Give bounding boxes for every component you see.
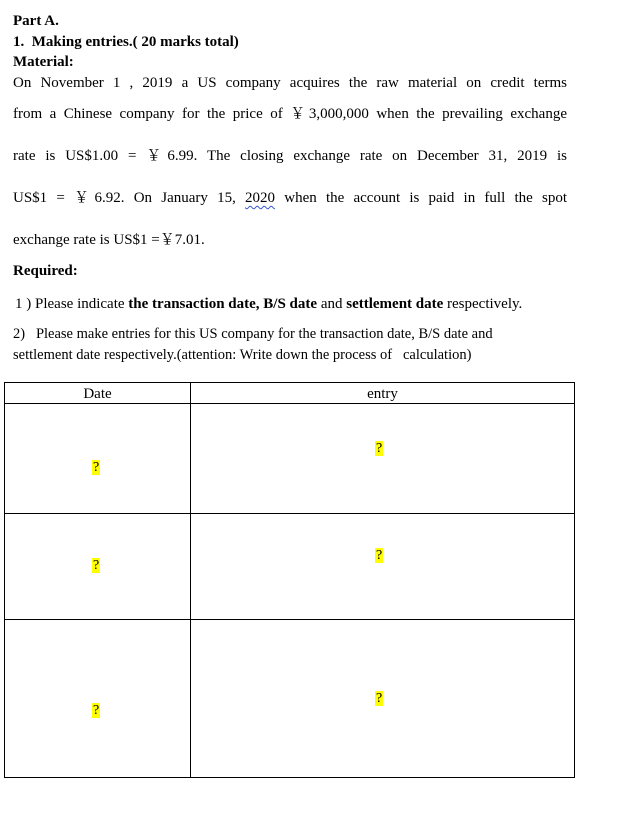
part-label: Part A.	[13, 13, 59, 29]
date-cell[interactable]	[5, 514, 191, 619]
table-row-transaction	[5, 404, 575, 514]
entry-cell[interactable]	[191, 514, 575, 619]
date-cell[interactable]	[5, 619, 191, 777]
question-number: 1.	[13, 34, 25, 50]
material-line-5: exchange rate is US$1 =￥7.01.	[13, 232, 205, 248]
required-label: Required:	[13, 263, 78, 279]
question-title-text: Making entries.( 20 marks total)	[31, 34, 239, 50]
material-line-4	[13, 189, 567, 207]
date-column-header: Date	[5, 383, 191, 404]
requirement-2-line-2: settlement date respectively.(attention: Write down the process of calculation)	[13, 347, 472, 363]
date-cell[interactable]	[5, 404, 191, 514]
table-row-bs	[5, 514, 575, 619]
entry-placeholder: ?	[376, 548, 383, 564]
date-placeholder: ?	[93, 558, 100, 574]
req1-sep1: ,	[255, 296, 264, 312]
table-header-row	[5, 383, 575, 404]
req1-suffix: respectively.	[443, 296, 523, 312]
entry-placeholder: ?	[376, 690, 383, 706]
spellcheck-underlined-year: 2020	[245, 190, 276, 206]
date-placeholder: ?	[93, 702, 100, 718]
material-label: Material:	[13, 54, 74, 70]
entry-placeholder: ?	[376, 441, 383, 457]
material-line-3: rate is US$1.00 = ￥6.99. The closing exchange rate on December 31, 2019 is	[13, 148, 567, 164]
req1-transaction-date: the transaction date	[128, 296, 256, 312]
req1-settlement-date: settlement date	[346, 296, 444, 312]
material-line-4-start: US$1 = ￥6.92. On January 15,	[13, 190, 246, 206]
requirement-2-line-1: 2) Please make entries for this US company for the transaction date, B/S date and	[13, 326, 493, 342]
req1-bs-date: B/S date	[263, 296, 318, 312]
table-row-settlement	[5, 619, 575, 777]
material-line-2: from a Chinese company for the price of ￥3,000,000 when the prevailing exchange	[13, 106, 567, 122]
entry-column-header: entry	[191, 383, 575, 404]
requirement-1	[15, 295, 522, 313]
entry-cell[interactable]	[191, 404, 575, 514]
material-line-4-end: when the account is paid in full the spot	[275, 190, 567, 206]
question-title	[13, 33, 239, 51]
req1-prefix: 1 ) Please indicate	[15, 296, 129, 312]
material-line-1: On November 1 , 2019 a US company acquires the raw material on credit terms	[13, 75, 567, 91]
answer-table	[4, 382, 575, 778]
req1-sep2: and	[317, 296, 347, 312]
entry-cell[interactable]	[191, 619, 575, 777]
date-placeholder: ?	[93, 460, 100, 476]
